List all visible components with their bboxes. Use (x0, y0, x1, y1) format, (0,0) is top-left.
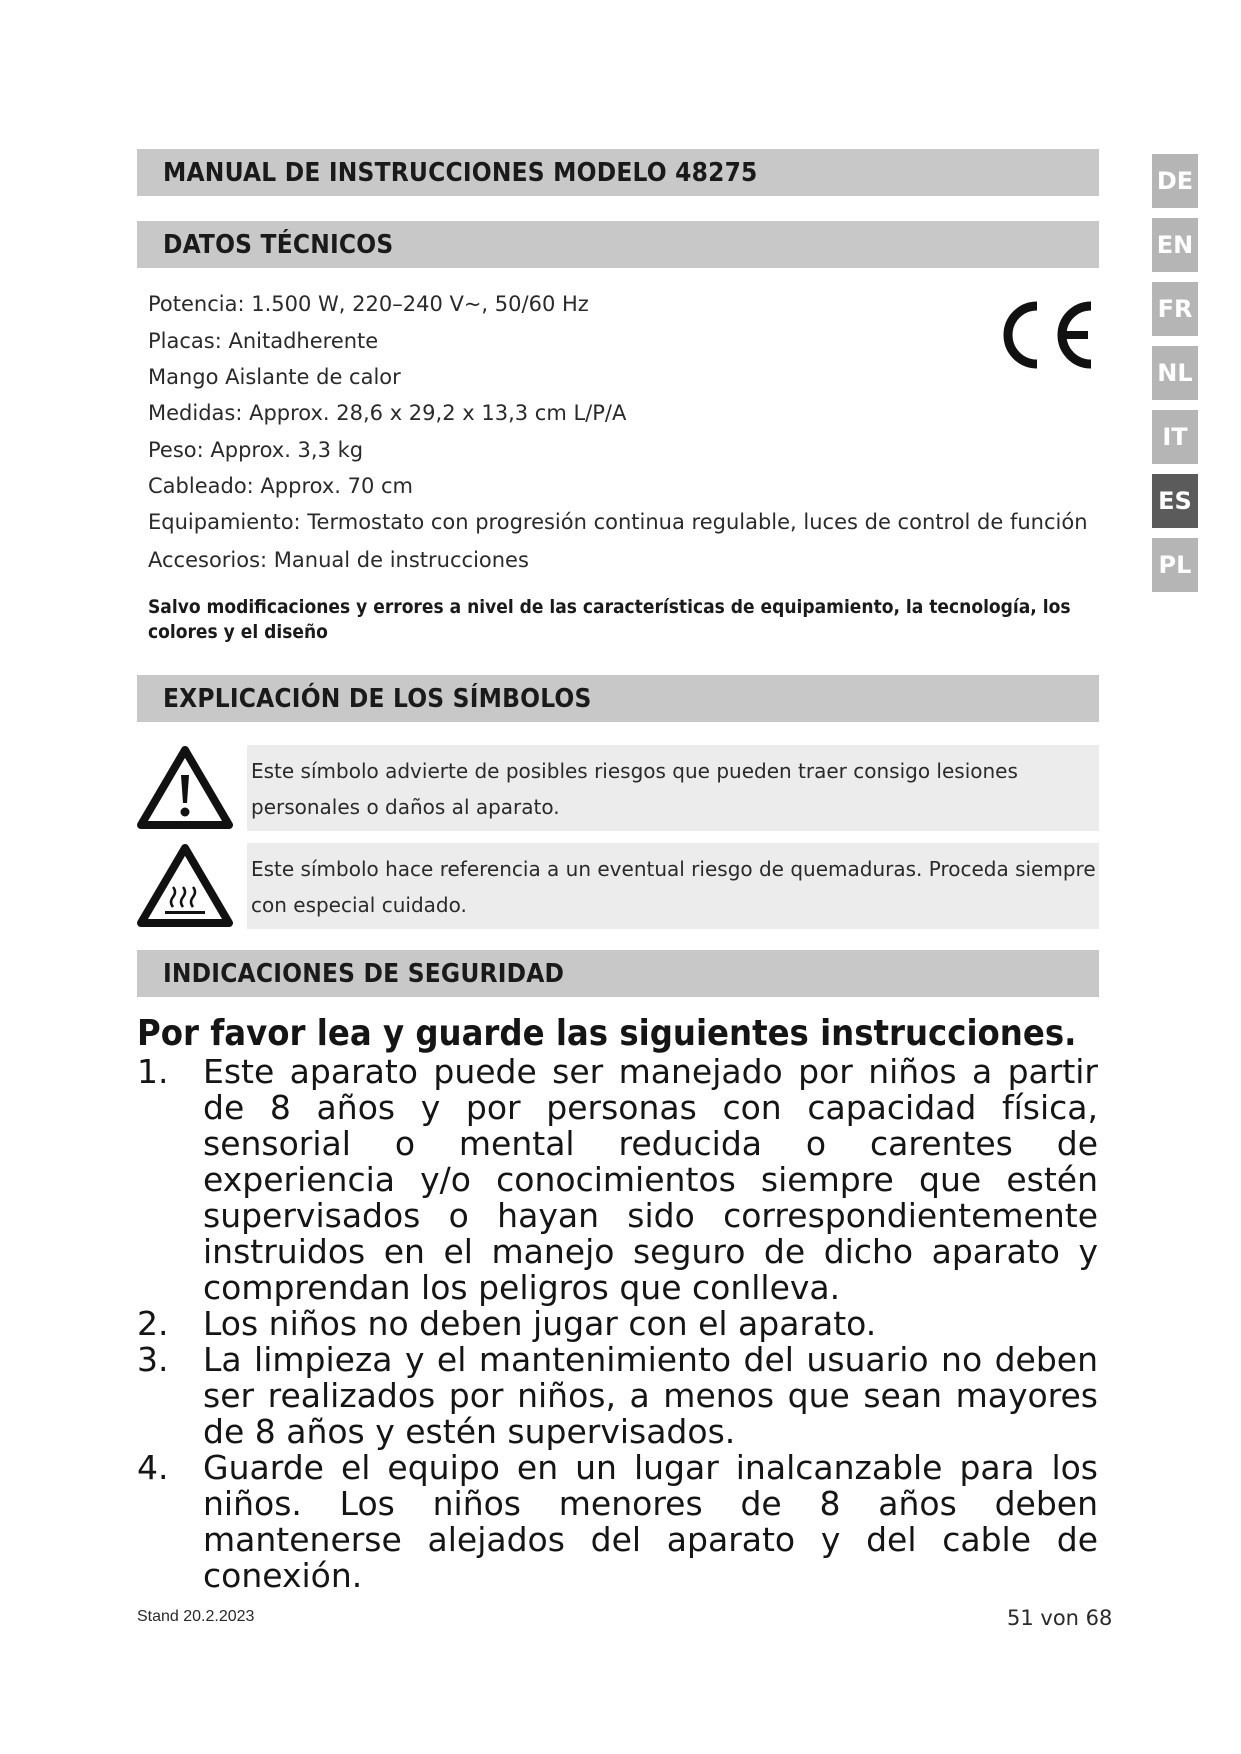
tech-line: Peso: Approx. 3,3 kg (148, 438, 364, 462)
item-text: La limpieza y el mantenimiento del usuario no deben ser realizados por niños, a menos que sean mayores de 8 años y estén supervisados. (203, 1340, 1098, 1451)
language-tab-de[interactable]: DE (1152, 154, 1198, 208)
item-number: 4. (137, 1448, 169, 1487)
tech-line: Equipamiento: Termostato con progresión continua regulable, luces de control de función (148, 510, 1088, 534)
page-number: 51 von 68 (1007, 1606, 1113, 1630)
safety-intro: Por favor lea y guarde las siguientes instrucciones. (137, 1013, 1077, 1054)
tech-line: Accesorios: Manual de instrucciones (148, 548, 529, 572)
language-tab-pl[interactable]: PL (1152, 538, 1198, 592)
symbols-heading: EXPLICACIÓN DE LOS SÍMBOLOS (137, 675, 1099, 722)
warning-exclamation-icon (137, 745, 233, 829)
language-tab-it[interactable]: IT (1152, 410, 1198, 464)
hot-surface-warning-icon (137, 843, 233, 927)
item-number: 3. (137, 1340, 169, 1379)
list-item (137, 1306, 1100, 1342)
symbol-description: Este símbolo advierte de posibles riesgos que pueden traer consigo lesiones personales o daños al aparato. (247, 745, 1099, 831)
item-number: 1. (137, 1052, 169, 1091)
language-tab-nl[interactable]: NL (1152, 346, 1198, 400)
list-item (137, 1450, 1100, 1594)
tech-line: Placas: Anitadherente (148, 329, 379, 353)
stand-date: Stand 20.2.2023 (137, 1608, 255, 1625)
technical-data-heading: DATOS TÉCNICOS (137, 221, 1099, 268)
safety-heading: INDICACIONES DE SEGURIDAD (137, 950, 1099, 997)
language-tab-es[interactable]: ES (1152, 474, 1198, 528)
tech-line: Potencia: 1.500 W, 220–240 V~, 50/60 Hz (148, 292, 589, 316)
language-tab-en[interactable]: EN (1152, 218, 1198, 272)
disclaimer-text: Salvo modificaciones y errores a nivel de las características de equipamiento, la tecnología, los colores y el diseño (148, 596, 1071, 643)
language-tab-fr[interactable]: FR (1152, 282, 1198, 336)
safety-instructions-list (137, 1054, 1100, 1594)
tech-line: Cableado: Approx. 70 cm (148, 474, 413, 498)
manual-title-header: MANUAL DE INSTRUCCIONES MODELO 48275 (137, 149, 1099, 196)
item-text: Los niños no deben jugar con el aparato. (203, 1304, 877, 1343)
symbol-description: Este símbolo hace referencia a un eventual riesgo de quemaduras. Proceda siempre con especial cuidado. (247, 843, 1099, 929)
item-text: Guarde el equipo en un lugar inalcanzable para los niños. Los niños menores de 8 años deben mantenerse alejados del aparato y del cable de conexión. (203, 1448, 1098, 1595)
tech-line: Mango Aislante de calor (148, 365, 401, 389)
list-item (137, 1342, 1100, 1450)
tech-line: Medidas: Approx. 28,6 x 29,2 x 13,3 cm L/P/A (148, 401, 627, 425)
list-item (137, 1054, 1100, 1306)
item-text: Este aparato puede ser manejado por niños a partir de 8 años y por personas con capacidad física, sensorial o mental reducida o carentes de experiencia y/o conocimientos siempre que estén supervisados o hayan sido correspondientemente instruidos en el manejo seguro de dicho aparato y comprendan los peligros que conlleva. (203, 1052, 1098, 1307)
item-number: 2. (137, 1304, 169, 1343)
ce-mark-icon (998, 296, 1098, 374)
